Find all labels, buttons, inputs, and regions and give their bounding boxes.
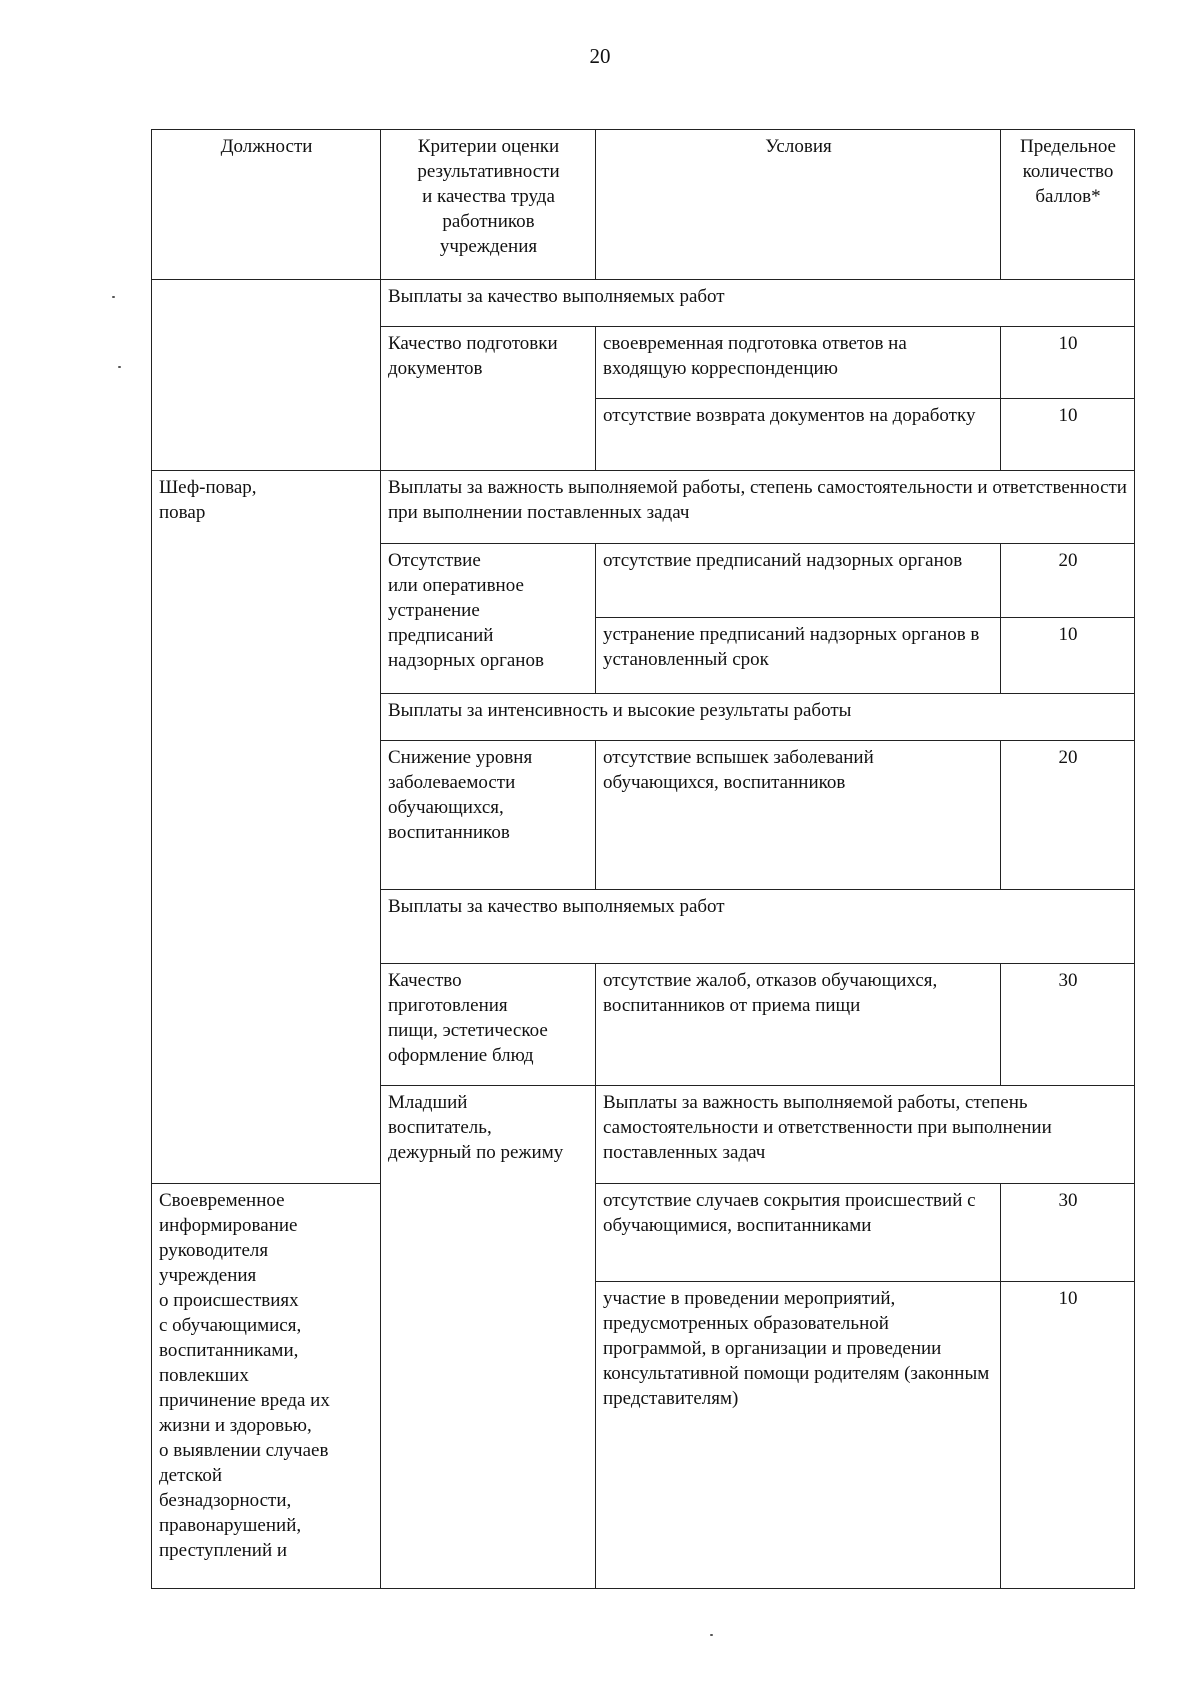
- position-cell: Шеф-повар, повар: [152, 471, 381, 1184]
- criterion-cell: Качество приготовления пищи, эстетическое оформление блюд: [381, 964, 596, 1086]
- points-cell: 10: [1001, 618, 1135, 694]
- points-cell: 20: [1001, 544, 1135, 618]
- points-cell: 10: [1001, 399, 1135, 471]
- condition-cell: отсутствие вспышек заболеваний обучающихся, воспитанников: [596, 741, 1001, 890]
- page-number: 20: [589, 44, 611, 68]
- position-cell-empty: [152, 280, 381, 471]
- points-cell: 10: [1001, 327, 1135, 399]
- condition-cell: участие в проведении мероприятий, предусмотренных образовательной программой, в организации и проведении консультативной помощи родителям (законным представителям): [596, 1282, 1001, 1589]
- condition-cell: отсутствие жалоб, отказов обучающихся, воспитанников от приема пищи: [596, 964, 1001, 1086]
- section-heading: Выплаты за качество выполняемых работ: [381, 280, 1135, 327]
- points-cell: 10: [1001, 1282, 1135, 1589]
- points-cell: 30: [1001, 1184, 1135, 1282]
- criteria-table: [151, 129, 1135, 1589]
- criterion-cell: Качество подготовки документов: [381, 327, 596, 471]
- table-row: [152, 280, 1135, 327]
- criterion-cell: Отсутствие или оперативное устранение предписаний надзорных органов: [381, 544, 596, 694]
- table-row: [152, 1184, 1135, 1282]
- header-conditions: Условия: [596, 130, 1001, 280]
- header-criteria: Критерии оценки результативности и качества труда работников учреждения: [381, 130, 596, 280]
- scan-speck: [710, 1634, 713, 1636]
- condition-cell: отсутствие предписаний надзорных органов: [596, 544, 1001, 618]
- section-heading: Выплаты за интенсивность и высокие результаты работы: [381, 694, 1135, 741]
- points-cell: 20: [1001, 741, 1135, 890]
- points-cell: 30: [1001, 964, 1135, 1086]
- condition-cell: отсутствие возврата документов на доработку: [596, 399, 1001, 471]
- criterion-cell: Своевременное информирование руководителя учреждения о происшествиях с обучающимися, воспитанниками, повлекших причинение вреда их жизни и здоровью, о выявлении случаев детской безнадзорности, правонарушений, преступлений и: [152, 1184, 381, 1589]
- scan-speck: [112, 296, 115, 298]
- position-cell: Младший воспитатель, дежурный по режиму: [381, 1086, 596, 1589]
- header-max-points: Предельное количество баллов*: [1001, 130, 1135, 280]
- condition-cell: отсутствие случаев сокрытия происшествий с обучающимися, воспитанниками: [596, 1184, 1001, 1282]
- section-heading: Выплаты за качество выполняемых работ: [381, 890, 1135, 964]
- table-row: [152, 471, 1135, 544]
- condition-cell: своевременная подготовка ответов на входящую корреспонденцию: [596, 327, 1001, 399]
- criterion-cell: Снижение уровня заболеваемости обучающихся, воспитанников: [381, 741, 596, 890]
- header-position: Должности: [152, 130, 381, 280]
- section-heading: Выплаты за важность выполняемой работы, степень самостоятельности и ответственности при выполнении поставленных задач: [381, 471, 1135, 544]
- section-heading: Выплаты за важность выполняемой работы, степень самостоятельности и ответственности при выполнении поставленных задач: [596, 1086, 1135, 1184]
- table-header-row: [152, 130, 1135, 280]
- condition-cell: устранение предписаний надзорных органов в установленный срок: [596, 618, 1001, 694]
- scan-speck: [118, 366, 121, 368]
